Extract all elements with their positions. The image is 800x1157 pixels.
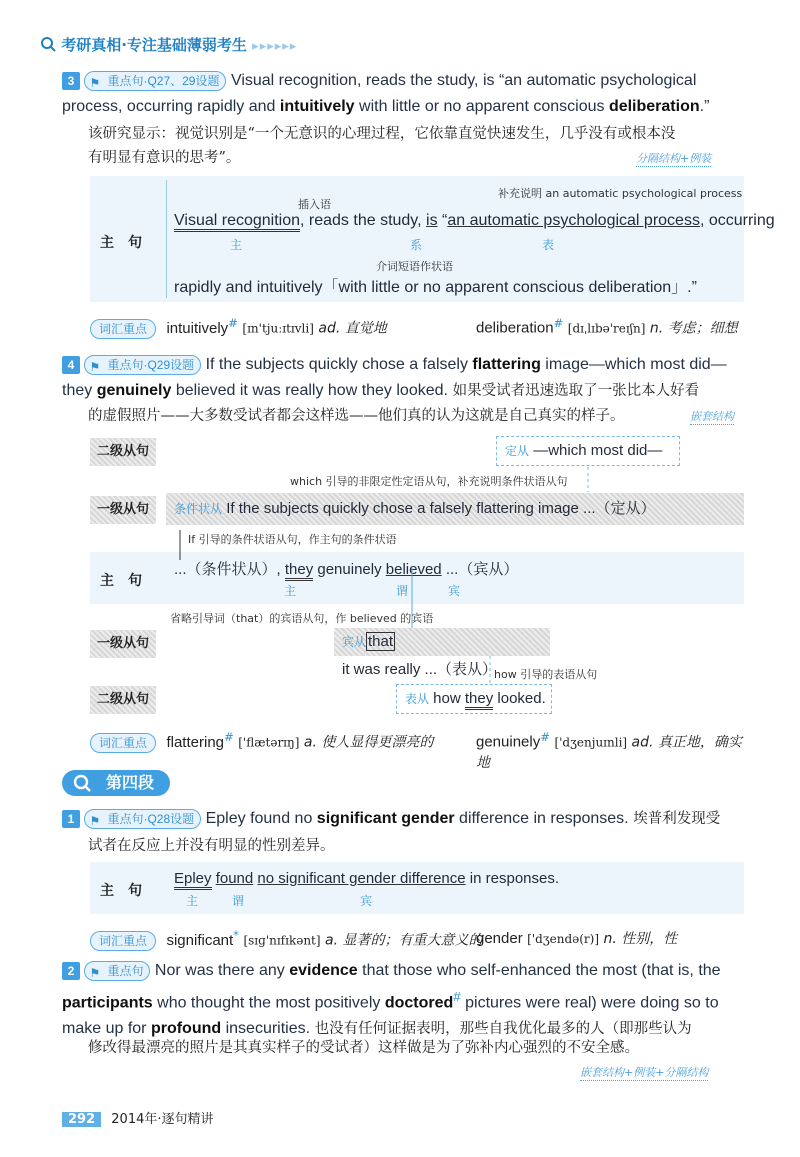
s4-note-that: 省略引导词（that）的宾语从句，作 believed 的宾语 bbox=[170, 612, 434, 625]
s4-text: 4 ⚑ 重点句·Q29设题 If the subjects quickly chose a falsely flattering image—which most did— they genuinely believed it was really how they looked. 如果受试者迅速选取了一张比本人好看 bbox=[62, 356, 727, 399]
s3-lab-predicative: 表 bbox=[542, 238, 555, 252]
p1-vocab: 词汇重点 significant* [sɪɡ'nɪfɪkənt] a. 显著的；有重大意义的 gender ['dʒendə(r)] n. 性别，性 bbox=[90, 928, 750, 951]
p2-tag: ⚑ 重点句 bbox=[84, 961, 150, 981]
s3-note-insert: 插入语 bbox=[298, 198, 331, 211]
s3-lab-subject: 主 bbox=[230, 238, 243, 252]
p1-lab-subject: 主 bbox=[186, 894, 199, 908]
s4-label-l1b: 一级从句 bbox=[90, 630, 156, 658]
s3-vocab: 词汇重点 intuitively# [ɪn'tjuːɪtɪvli] ad. 直觉地 deliberation# [dɪˌlɪbə'reɪʃn] n. 考虑；细想 bbox=[90, 316, 750, 339]
s3-analysis-line2: rapidly and intuitively「with little or no apparent conscious deliberation」.” bbox=[174, 279, 697, 296]
s4-lab-subject: 主 bbox=[284, 584, 297, 598]
p1-vocab-tag: 词汇重点 bbox=[90, 931, 156, 951]
s4-note-if: If 引导的条件状语从句，作主句的条件状语 bbox=[188, 533, 397, 546]
s4-label-l2a: 二级从句 bbox=[90, 438, 156, 466]
section-title: 第四段 bbox=[62, 770, 170, 796]
p1-number: 1 bbox=[62, 810, 80, 828]
p2-text: 2 ⚑ 重点句 Nor was there any evidence that those who self-enhanced the most (that is, the participants who thought the most positively doctored# pictures were real) were doing so to make up for profound insecurities. 也没有任何证据表明，那些自我优化最多的人（即那些认为 bbox=[62, 962, 721, 1038]
s4-tag: ⚑ 重点句·Q29设题 bbox=[84, 355, 201, 375]
s4-pred-clause: 表从 how they looked. bbox=[396, 684, 552, 714]
s4-label-l2b: 二级从句 bbox=[90, 686, 156, 714]
footer-text: 2014年·逐句精讲 bbox=[111, 1112, 214, 1127]
s4-vocab: 词汇重点 flattering# ['flætərɪŋ] a. 使人显得更漂亮的 genuinely# ['dʒenjuɪnli] ad. 真正地，确实地 bbox=[90, 730, 750, 753]
page-footer bbox=[62, 1108, 214, 1127]
p2-translation: 修改得最漂亮的照片是其真实样子的受试者）这样做是为了弥补内心强烈的不安全感。 bbox=[88, 1040, 639, 1056]
header-arrows: ▸▸▸▸▸▸ bbox=[252, 39, 298, 54]
s3-number: 3 bbox=[62, 72, 80, 90]
s4-lab-object: 宾 bbox=[448, 584, 461, 598]
s3-hint: 分隔结构+例装 bbox=[636, 152, 712, 165]
search-icon bbox=[72, 773, 92, 801]
s3-analysis-line1: Visual recognition, reads the study, is “an automatic psychological process, occurring bbox=[174, 212, 775, 230]
s4-main-clause: ...（条件状从）, they genuinely believed ...（宾从） bbox=[174, 558, 518, 579]
flag-icon: ⚑ bbox=[89, 76, 101, 90]
page-number: 292 bbox=[62, 1112, 101, 1127]
s3-note-supplement: 补充说明 an automatic psychological process bbox=[498, 187, 743, 200]
search-icon bbox=[40, 36, 61, 54]
s4-cond-clause: 条件状从 If the subjects quickly chose a falsely flattering image ...（定从） bbox=[166, 493, 744, 525]
s4-obj-clause: 宾从 that it was really ...（表从） bbox=[334, 628, 550, 656]
page-header bbox=[40, 34, 297, 55]
s3-divider bbox=[166, 180, 167, 298]
s4-attr-clause: 定从 —which most did— bbox=[496, 436, 680, 466]
s3-note-prep: 介词短语作状语 bbox=[376, 260, 453, 273]
s3-translation: 该研究显示：视觉识别是“一个无意识的心理过程，它依靠直觉快速发生，几乎没有或根本没 有明显有意识的思考”。 bbox=[88, 126, 676, 166]
s3-lab-verb: 系 bbox=[410, 238, 423, 252]
flag-icon: ⚑ bbox=[89, 360, 101, 374]
s4-hint: 嵌套结构 bbox=[690, 410, 734, 423]
s4-note-which: which 引导的非限定性定语从句，补充说明条件状语从句 bbox=[290, 475, 568, 488]
p1-translation: 试者在反应上并没有明显的性别差异。 bbox=[88, 838, 335, 854]
s3-row-label: 主 句 bbox=[100, 235, 142, 251]
s4-connector-lines bbox=[160, 460, 760, 700]
s4-lab-verb: 谓 bbox=[396, 584, 409, 598]
p1-lab-object: 宾 bbox=[360, 894, 373, 908]
p2-hint: 嵌套结构+例装+分隔结构 bbox=[580, 1066, 709, 1079]
p1-row-label: 主 句 bbox=[100, 883, 142, 899]
p1-tag: ⚑ 重点句·Q28设题 bbox=[84, 809, 201, 829]
flag-icon: ⚑ bbox=[89, 814, 101, 828]
s4-translation: 的虚假照片——大多数受试者都会这样选——他们真的认为这就是自己真实的样子。 bbox=[88, 408, 625, 424]
p1-lab-verb: 谓 bbox=[232, 894, 245, 908]
p1-text: 1 ⚑ 重点句·Q28设题 Epley found no significant gender difference in responses. 埃普利发现受 bbox=[62, 806, 762, 832]
s4-vocab-tag: 词汇重点 bbox=[90, 733, 156, 753]
p2-number: 2 bbox=[62, 962, 80, 980]
s4-main-label: 主 句 bbox=[100, 573, 142, 589]
s4-label-l1a: 一级从句 bbox=[90, 496, 156, 524]
header-title: 考研真相·专注基础薄弱考生 bbox=[61, 36, 247, 54]
s4-note-how: how 引导的表语从句 bbox=[494, 668, 598, 681]
p1-analysis-line: Epley found no significant gender difference in responses. bbox=[174, 870, 559, 887]
s3-vocab-tag: 词汇重点 bbox=[90, 319, 156, 339]
flag-icon: ⚑ bbox=[89, 966, 101, 980]
s3-text: 3 ⚑ 重点句·Q27、29设题 Visual recognition, reads the study, is “an automatic psychological process, occurring rapidly and intuitively with little or no apparent conscious deliberation.” bbox=[62, 72, 710, 115]
s4-number: 4 bbox=[62, 356, 80, 374]
s3-tag: ⚑ 重点句·Q27、29设题 bbox=[84, 71, 226, 91]
